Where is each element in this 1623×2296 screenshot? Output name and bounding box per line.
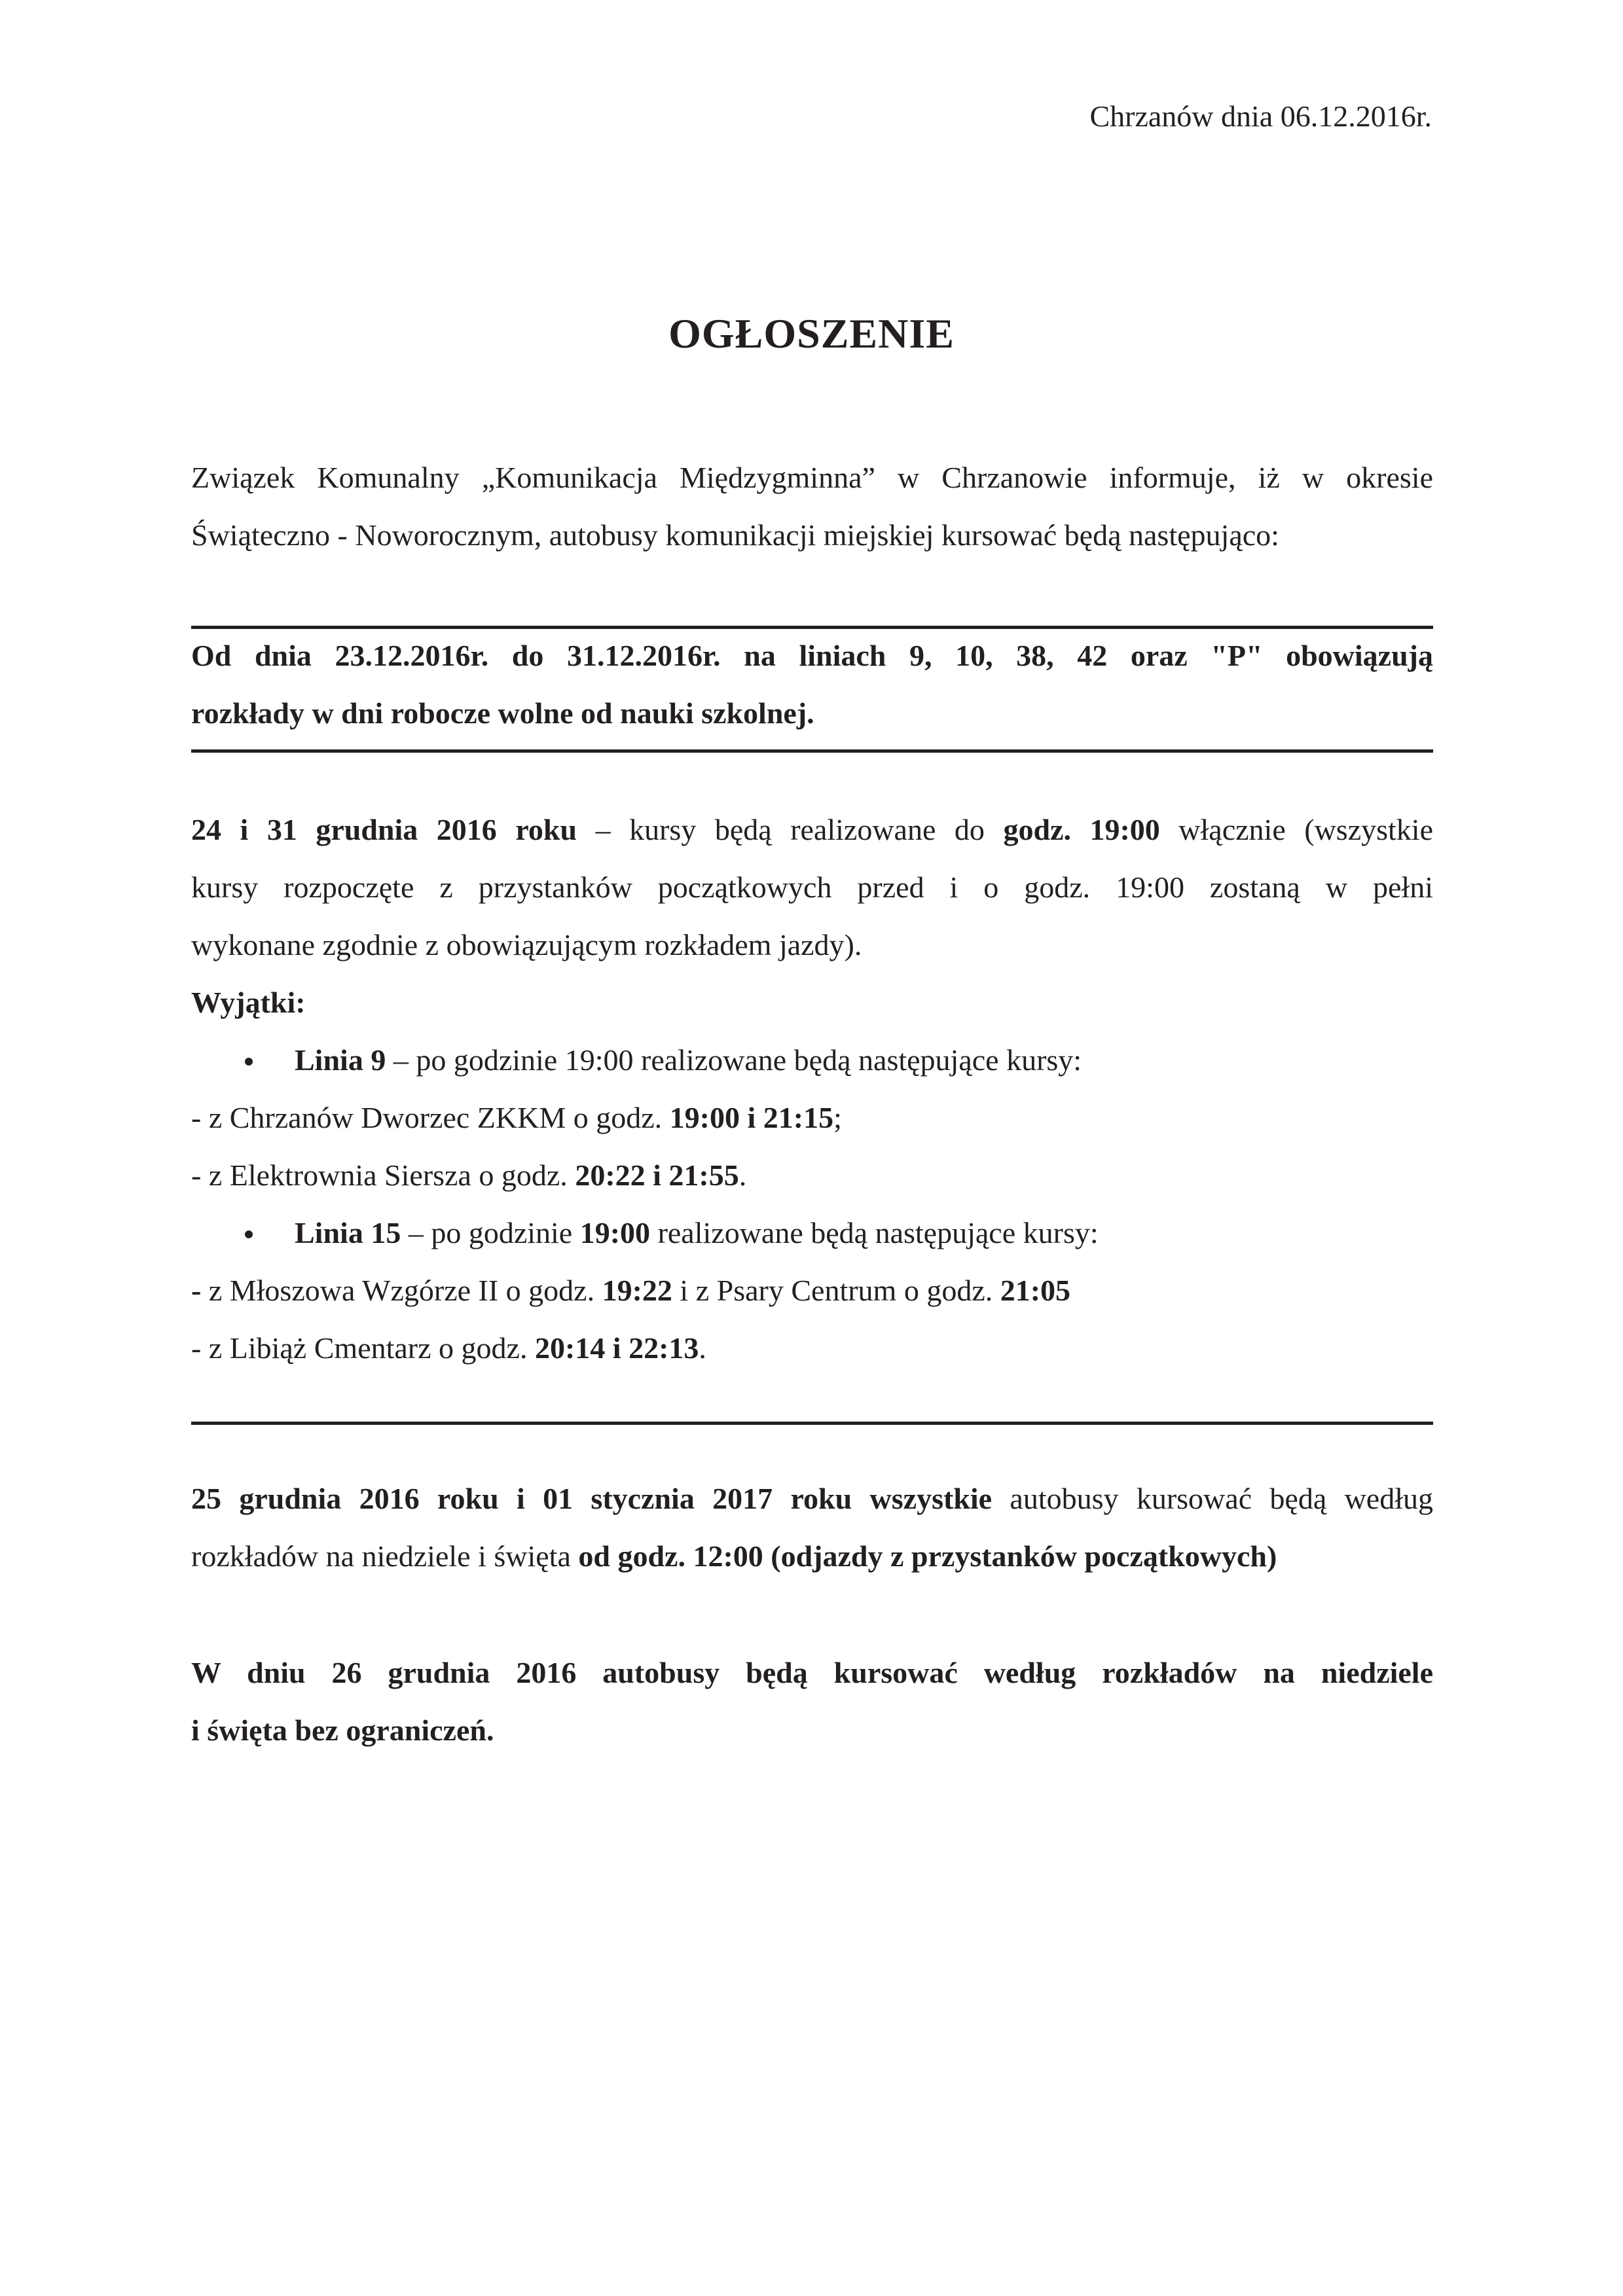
section-26-text-1: W dniu 26 grudnia 2016 autobusy będą kursować według rozkładów na niedziele: [191, 1656, 1433, 1689]
line-15-run-2-text: - z Libiąż Cmentarz o godz.: [191, 1331, 535, 1365]
boxed-line-2: [191, 685, 1433, 742]
line-15-bullet: [191, 1204, 1433, 1262]
line-15-label: Linia 15: [295, 1216, 401, 1249]
document-date: Chrzanów dnia 06.12.2016r.: [1089, 99, 1432, 133]
line-9-run-1-times: 19:00 i 21:15: [669, 1101, 834, 1134]
section-24-31-december: [191, 801, 1433, 1377]
line-15-run-1-time-b: 21:05: [1000, 1274, 1071, 1307]
section-26-december: [191, 1644, 1433, 1759]
line-9-run-1-end: ;: [833, 1101, 842, 1134]
section-24-31-text-b: włącznie (wszystkie: [1159, 813, 1434, 846]
section-25-december-01-january: [191, 1470, 1433, 1585]
exceptions-label: Wyjątki:: [191, 986, 306, 1019]
section-25-01-line-2: [191, 1528, 1433, 1585]
line-15-text-c: realizowane będą następujące kursy:: [650, 1216, 1099, 1249]
line-15-time: 19:00: [579, 1216, 651, 1249]
line-15-run-2-times: 20:14 i 22:13: [534, 1331, 699, 1365]
section-26-line-1: [191, 1644, 1433, 1702]
section-24-31-line-2: kursy rozpoczęte z przystanków początkowych przed i o godz. 19:00 zostaną w pełni: [191, 870, 1433, 904]
section-25-01-text: autobusy kursować będą według: [992, 1482, 1434, 1515]
section-25-01-dates: 25 grudnia 2016 roku i 01 stycznia 2017 roku wszystkie: [191, 1482, 993, 1515]
line-15-run-1-text-a: z Młoszowa Wzgórze II o godz.: [201, 1274, 602, 1307]
section-24-31-line-3: wykonane zgodnie z obowiązującym rozkładem jazdy).: [191, 928, 862, 961]
section-24-31-line-1: [191, 801, 1433, 859]
line-9-bullet: [191, 1031, 1433, 1089]
line-15-text-a: – po godzinie: [401, 1216, 580, 1249]
exceptions-heading: [191, 974, 1433, 1031]
divider-middle: [191, 749, 1433, 753]
boxed-line-1-text: Od dnia 23.12.2016r. do 31.12.2016r. na liniach 9, 10, 38, 42 oraz "P" obowiązują: [191, 639, 1433, 672]
line-9-run-1: [191, 1089, 1433, 1147]
section-25-01-text-b: rozkładów na niedziele i święta: [191, 1539, 579, 1573]
line-9-run-1-text: - z Chrzanów Dworzec ZKKM o godz.: [191, 1101, 670, 1134]
line-15-run-1: [191, 1262, 1433, 1319]
section-25-01-line-1: [191, 1470, 1433, 1528]
line-9-run-2-times: 20:22 i 21:55: [575, 1158, 739, 1192]
line-15-run-1-time-a: 19:22: [602, 1274, 672, 1307]
section-24-31-dates: 24 i 31 grudnia 2016 roku: [191, 813, 577, 846]
line-15-run-2: [191, 1319, 1433, 1377]
line-9-label: Linia 9: [295, 1043, 386, 1077]
section-26-line-2: [191, 1702, 1433, 1759]
bullet-dot-icon: [245, 1058, 253, 1066]
intro-line-2: Świąteczno - Noworocznym, autobusy komunikacji miejskiej kursować będą następująco:: [191, 518, 1279, 552]
line-9-run-2-end: .: [739, 1158, 747, 1192]
line-15-run-1-text-b: i z Psary Centrum o godz.: [672, 1274, 1000, 1307]
intro-paragraph: [191, 449, 1433, 564]
document-title: OGŁOSZENIE: [668, 310, 955, 357]
intro-line-1: Związek Komunalny „Komunikacja Międzygminna” w Chrzanowie informuje, iż w okresie: [191, 461, 1433, 494]
section-26-text-2: i święta bez ograniczeń.: [191, 1713, 494, 1747]
bullet-dot-icon: [245, 1230, 253, 1238]
boxed-notice: [191, 627, 1433, 742]
line-9-run-2: [191, 1147, 1433, 1204]
divider-bottom: [191, 1422, 1433, 1425]
line-9-run-2-text: - z Elektrownia Siersza o godz.: [191, 1158, 575, 1192]
line-15-run-2-end: .: [699, 1331, 706, 1365]
section-24-31-time: godz. 19:00: [1003, 813, 1160, 846]
line-15-run-1-dash: -: [191, 1274, 202, 1307]
section-24-31-text-a: – kursy będą realizowane do: [577, 813, 1004, 846]
boxed-line-2-text: rozkłady w dni robocze wolne od nauki szkolnej.: [191, 696, 814, 730]
line-9-text: – po godzinie 19:00 realizowane będą następujące kursy:: [386, 1043, 1082, 1077]
section-25-01-time: od godz. 12:00 (odjazdy z przystanków początkowych): [578, 1539, 1277, 1573]
boxed-line-1: [191, 627, 1433, 685]
